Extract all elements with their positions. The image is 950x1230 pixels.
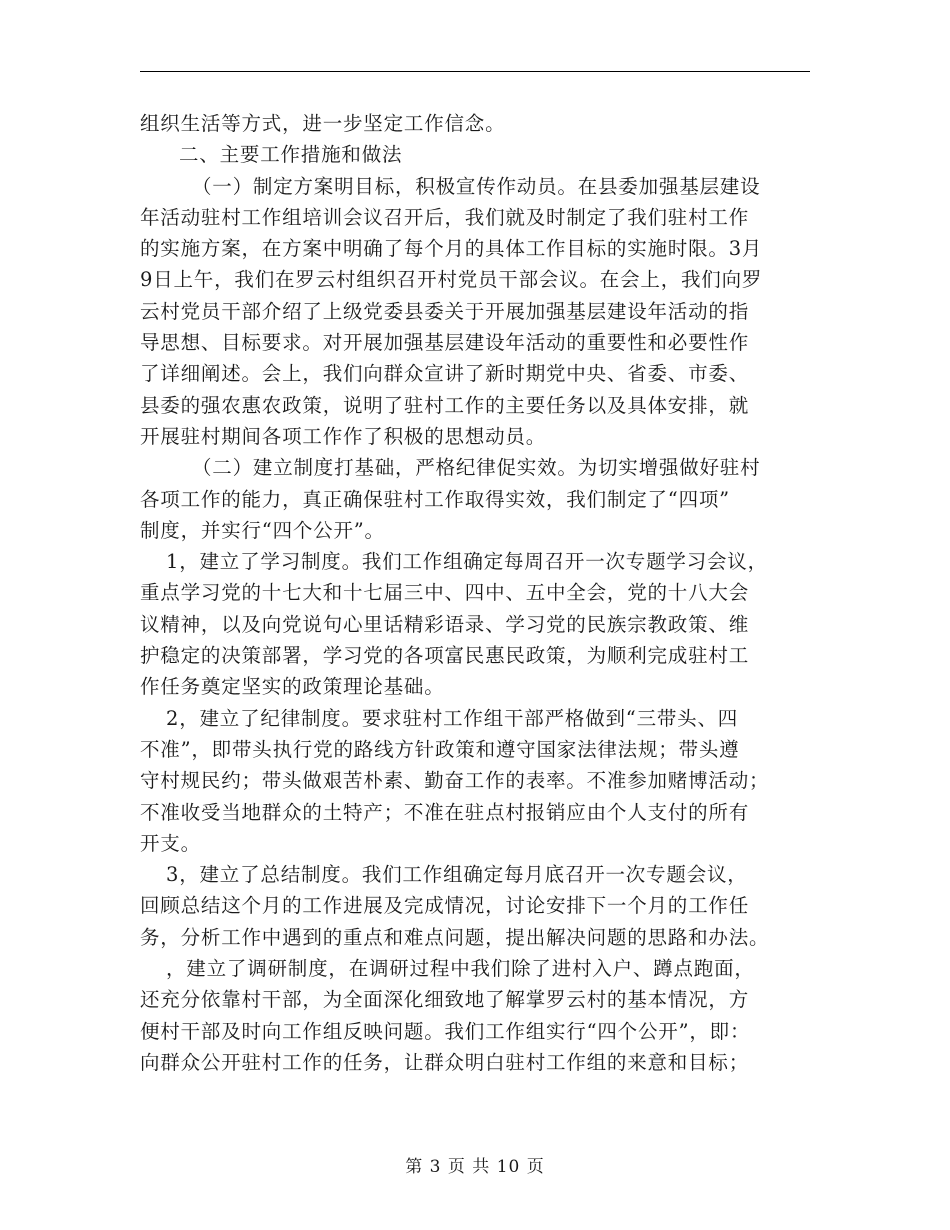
text-line: 作任务奠定坚实的政策理论基础。 [140, 675, 445, 699]
header-rule [140, 71, 810, 72]
text-line: 年活动驻村工作组培训会议召开后，我们就及时制定了我们驻村工作 [140, 205, 750, 229]
text-line: 回顾总结这个月的工作进展及完成情况，讨论安排下一个月的工作任 [140, 894, 750, 918]
text-line: 还充分依靠村干部，为全面深化细致地了解掌罗云村的基本情况，方 [140, 988, 750, 1012]
text-line: 护稳定的决策部署，学习党的各项富民惠民政策，为顺利完成驻村工 [140, 644, 750, 668]
text-line: 9日上午，我们在罗云村组织召开村党员干部会议。在会上，我们向罗 [140, 268, 763, 292]
text-line: 各项工作的能力，真正确保驻村工作取得实效，我们制定了“四项” [140, 487, 730, 511]
text-line: 开支。 [140, 831, 201, 855]
text-line: 便村干部及时向工作组反映问题。我们工作组实行“四个公开”，即： [140, 1019, 751, 1043]
text-line: 的实施方案，在方案中明确了每个月的具体工作目标的实施时限。3月 [140, 237, 763, 261]
text-line: 不准收受当地群众的土特产；不准在驻点村报销应由个人支付的所有 [140, 800, 750, 824]
text-line: 务，分析工作中遇到的重点和难点问题，提出解决问题的思路和办法。 [140, 925, 770, 949]
text-line: 组织生活等方式，进一步坚定工作信念。 [140, 112, 506, 135]
text-line: 了详细阐述。会上，我们向群众宣讲了新时期党中央、省委、市委、 [140, 362, 750, 386]
paragraph-start: 2，建立了纪律制度。要求驻村工作组干部严格做到“三带头、四 [166, 706, 739, 730]
section-heading: 二、主要工作措施和做法 [179, 143, 403, 167]
paragraph-start: （一）制定方案明目标，积极宣传作动员。在县委加强基层建设 [192, 174, 761, 198]
text-line: 制度，并实行“四个公开”。 [140, 518, 385, 542]
paragraph-start: 1，建立了学习制度。我们工作组确定每周召开一次专题学习会议， [166, 550, 768, 574]
body-text [140, 108, 820, 1078]
text-line: 重点学习党的十七大和十七届三中、四中、五中全会，党的十八大会 [140, 581, 750, 605]
paragraph-start: ，建立了调研制度，在调研过程中我们除了进村入户、蹲点跑面， [166, 957, 755, 981]
text-line: 云村党员干部介绍了上级党委县委关于开展加强基层建设年活动的指 [140, 299, 750, 323]
text-line: 守村规民约；带头做艰苦朴素、勤奋工作的表率。不准参加赌博活动； [140, 769, 770, 793]
page-number-footer: 第 3 页 共 10 页 [405, 1157, 545, 1177]
text-line: 议精神，以及向党说句心里话精彩语录、学习党的民族宗教政策、维 [140, 612, 750, 636]
text-line: 开展驻村期间各项工作作了积极的思想动员。 [140, 424, 547, 448]
paragraph-start: （二）建立制度打基础，严格纪律促实效。为切实增强做好驻村 [192, 456, 761, 480]
text-line: 不准”，即带头执行党的路线方针政策和遵守国家法律法规；带头遵 [140, 737, 740, 761]
text-line: 县委的强农惠农政策，说明了驻村工作的主要任务以及具体安排，就 [140, 393, 750, 417]
paragraph-start: 3，建立了总结制度。我们工作组确定每月底召开一次专题会议， [166, 863, 748, 887]
text-line: 向群众公开驻村工作的任务，让群众明白驻村工作组的来意和目标； [140, 1050, 750, 1074]
text-line: 导思想、目标要求。对开展加强基层建设年活动的重要性和必要性作 [140, 331, 750, 355]
